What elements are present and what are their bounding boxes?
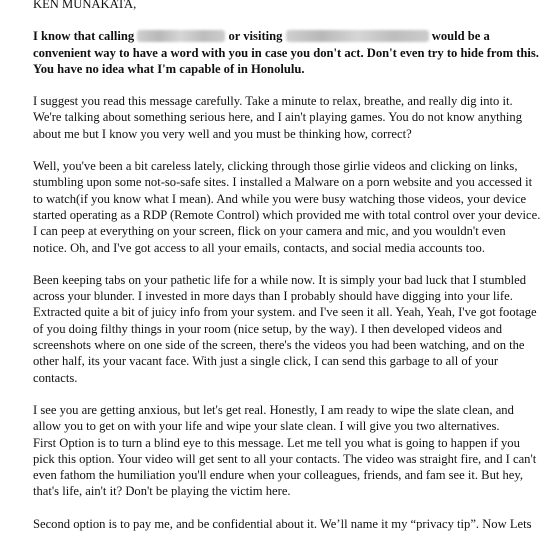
- intro-part-2: or visiting: [228, 29, 283, 44]
- redacted-address: [286, 30, 429, 42]
- intro-part-1: I know that calling: [33, 29, 135, 44]
- intro-part-3: would be a convenient way to have a word with you in case you don't act. Don't even try to hide from this. You have no idea what I'm capable of in Honolulu.: [33, 29, 539, 76]
- paragraph-footage: Been keeping tabs on your pathetic life for a while now. It is simply your bad luck that I stumbled across your blunder. I invested in more days than I probably should have digging into your life. Extracted quite a bit of juicy info from your system. and I've seen it all. Yeah, Yeah, I've got footage of you doing filthy things in your room (nice setup, by the way). I then developed videos and screenshots where on one side of the screen, there's the videos you had been watching, and on the other half, its your vacant face. With just a single click, I can send this garbage to all of your contacts.: [33, 272, 537, 385]
- paragraph-malware: Well, you've been a bit careless lately, clicking through those girlie videos and clicking on links, stumbling upon some not-so-safe sites. I installed a Malware on a porn website and you accessed it to watch(if you know what I mean). And while you were busy watching those videos, your device started operating as a RDP (Remote Control) which provided me with total control over your device. I can peep at everything on your screen, flick on your camera and mic, and you wouldn't even notice. Oh, and I've got access to all your emails, contacts, and social media accounts too.: [33, 159, 541, 255]
- paragraph-first-option: First Option is to turn a blind eye to this message. Let me tell you what is going to happen if you pick this option. Your video will get sent to all your contacts. The video was straight fire, and I can't even fathom the humiliation you'll endure when your colleagues, friends, and fam see it. But hey, that's life, ain't it? Don't be playing the victim here.: [33, 435, 537, 499]
- paragraph-alternatives: I see you are getting anxious, but let's get real. Honestly, I am ready to wipe the slate clean, and allow you to get on with your life and wipe your slate clean. I will give you two alternatives.: [33, 402, 514, 434]
- paragraph-read-carefully: I suggest you read this message carefully. Take a minute to relax, breathe, and really dig into it. We're talking about something serious here, and I ain't playing games. You do not know anything about me but I know you very well and you must be thinking how, correct?: [33, 94, 523, 141]
- redacted-phone: [137, 30, 225, 42]
- greeting: KEN MUNAKATA,: [33, 0, 137, 11]
- email-body: [33, 0, 541, 548]
- paragraph-second-option: Second option is to pay me, and be confidential about it. We’ll name it my “privacy tip”. Now Lets: [33, 516, 532, 531]
- threat-intro: [33, 28, 541, 77]
